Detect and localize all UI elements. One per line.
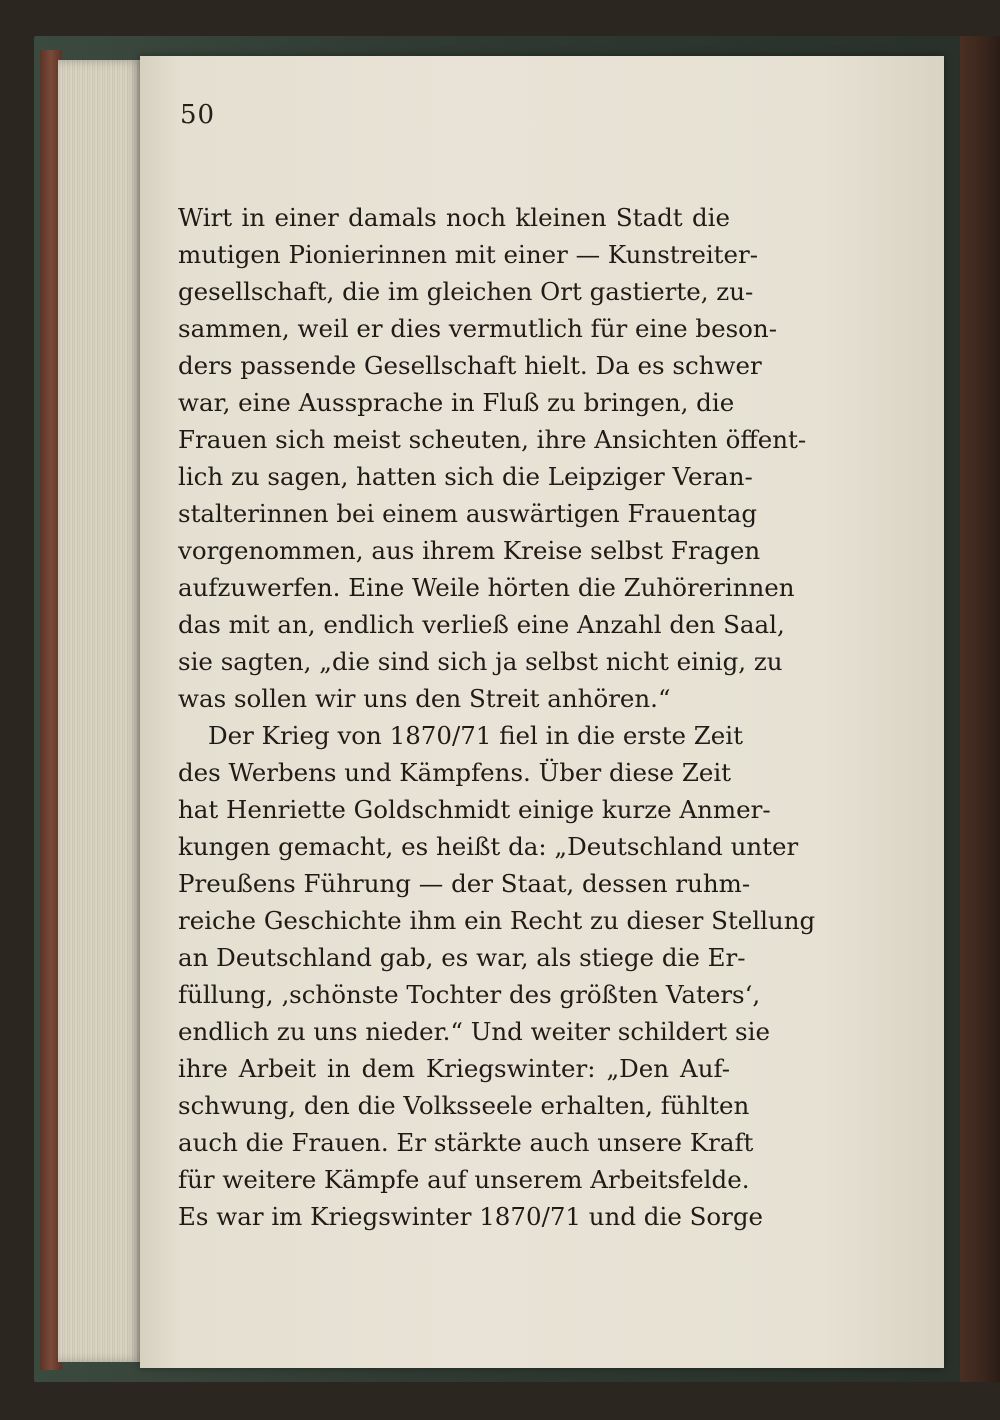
text-line: lich zu sagen, hatten sich die Leipziger Veran-	[178, 462, 753, 491]
text-line: sie sagten, „die sind sich ja selbst nicht einig, zu	[178, 647, 783, 676]
text-line: was sollen wir uns den Streit anhören.“	[178, 684, 671, 713]
text-line: mutigen Pionierinnen mit einer — Kunstreiter-	[178, 240, 759, 269]
page-number: 50	[180, 100, 216, 130]
text-line: sammen, weil er dies vermutlich für eine beson-	[178, 314, 777, 343]
text-line: schwung, den die Volksseele erhalten, fühlten	[178, 1091, 750, 1120]
text-line: an Deutschland gab, es war, als stiege die Er-	[178, 943, 746, 972]
text-line: war, eine Aussprache in Fluß zu bringen, die	[178, 388, 735, 417]
text-line: Wirt in einer damals noch kleinen Stadt die	[178, 203, 730, 232]
text-line: das mit an, endlich verließ eine Anzahl den Saal,	[178, 610, 785, 639]
book-cover-edge	[960, 36, 1000, 1382]
text-line: ders passende Gesellschaft hielt. Da es schwer	[178, 351, 762, 380]
text-line: stalterinnen bei einem auswärtigen Frauentag	[178, 499, 758, 528]
text-line: reiche Geschichte ihm ein Recht zu dieser Stellung	[178, 906, 816, 935]
text-line: vorgenommen, aus ihrem Kreise selbst Fragen	[178, 536, 761, 565]
text-line: auch die Frauen. Er stärkte auch unsere Kraft	[178, 1128, 754, 1157]
text-line: gesellschaft, die im gleichen Ort gastierte, zu-	[178, 277, 754, 306]
text-line: Frauen sich meist scheuten, ihre Ansichten öffent-	[178, 425, 807, 454]
text-line: des Werbens und Kämpfens. Über diese Zeit	[178, 758, 732, 787]
text-line: für weitere Kämpfe auf unserem Arbeitsfelde.	[178, 1165, 750, 1194]
text-line: Es war im Kriegswinter 1870/71 und die Sorge	[178, 1202, 764, 1231]
text-line: endlich zu uns nieder.“ Und weiter schildert sie	[178, 1017, 770, 1046]
text-line: füllung, ‚schönste Tochter des größten Vaters‘,	[178, 980, 761, 1009]
text-line: ihre Arbeit in dem Kriegswinter: „Den Auf-	[178, 1054, 730, 1083]
text-line: Preußens Führung — der Staat, dessen ruhm-	[178, 869, 751, 898]
page-stack	[58, 60, 142, 1362]
text-line: Der Krieg von 1870/71 fiel in die erste Zeit	[208, 721, 743, 750]
text-line: kungen gemacht, es heißt da: „Deutschland unter	[178, 832, 799, 861]
text-line: aufzuwerfen. Eine Weile hörten die Zuhörerinnen	[178, 573, 795, 602]
text-line: hat Henriette Goldschmidt einige kurze Anmer-	[178, 795, 771, 824]
